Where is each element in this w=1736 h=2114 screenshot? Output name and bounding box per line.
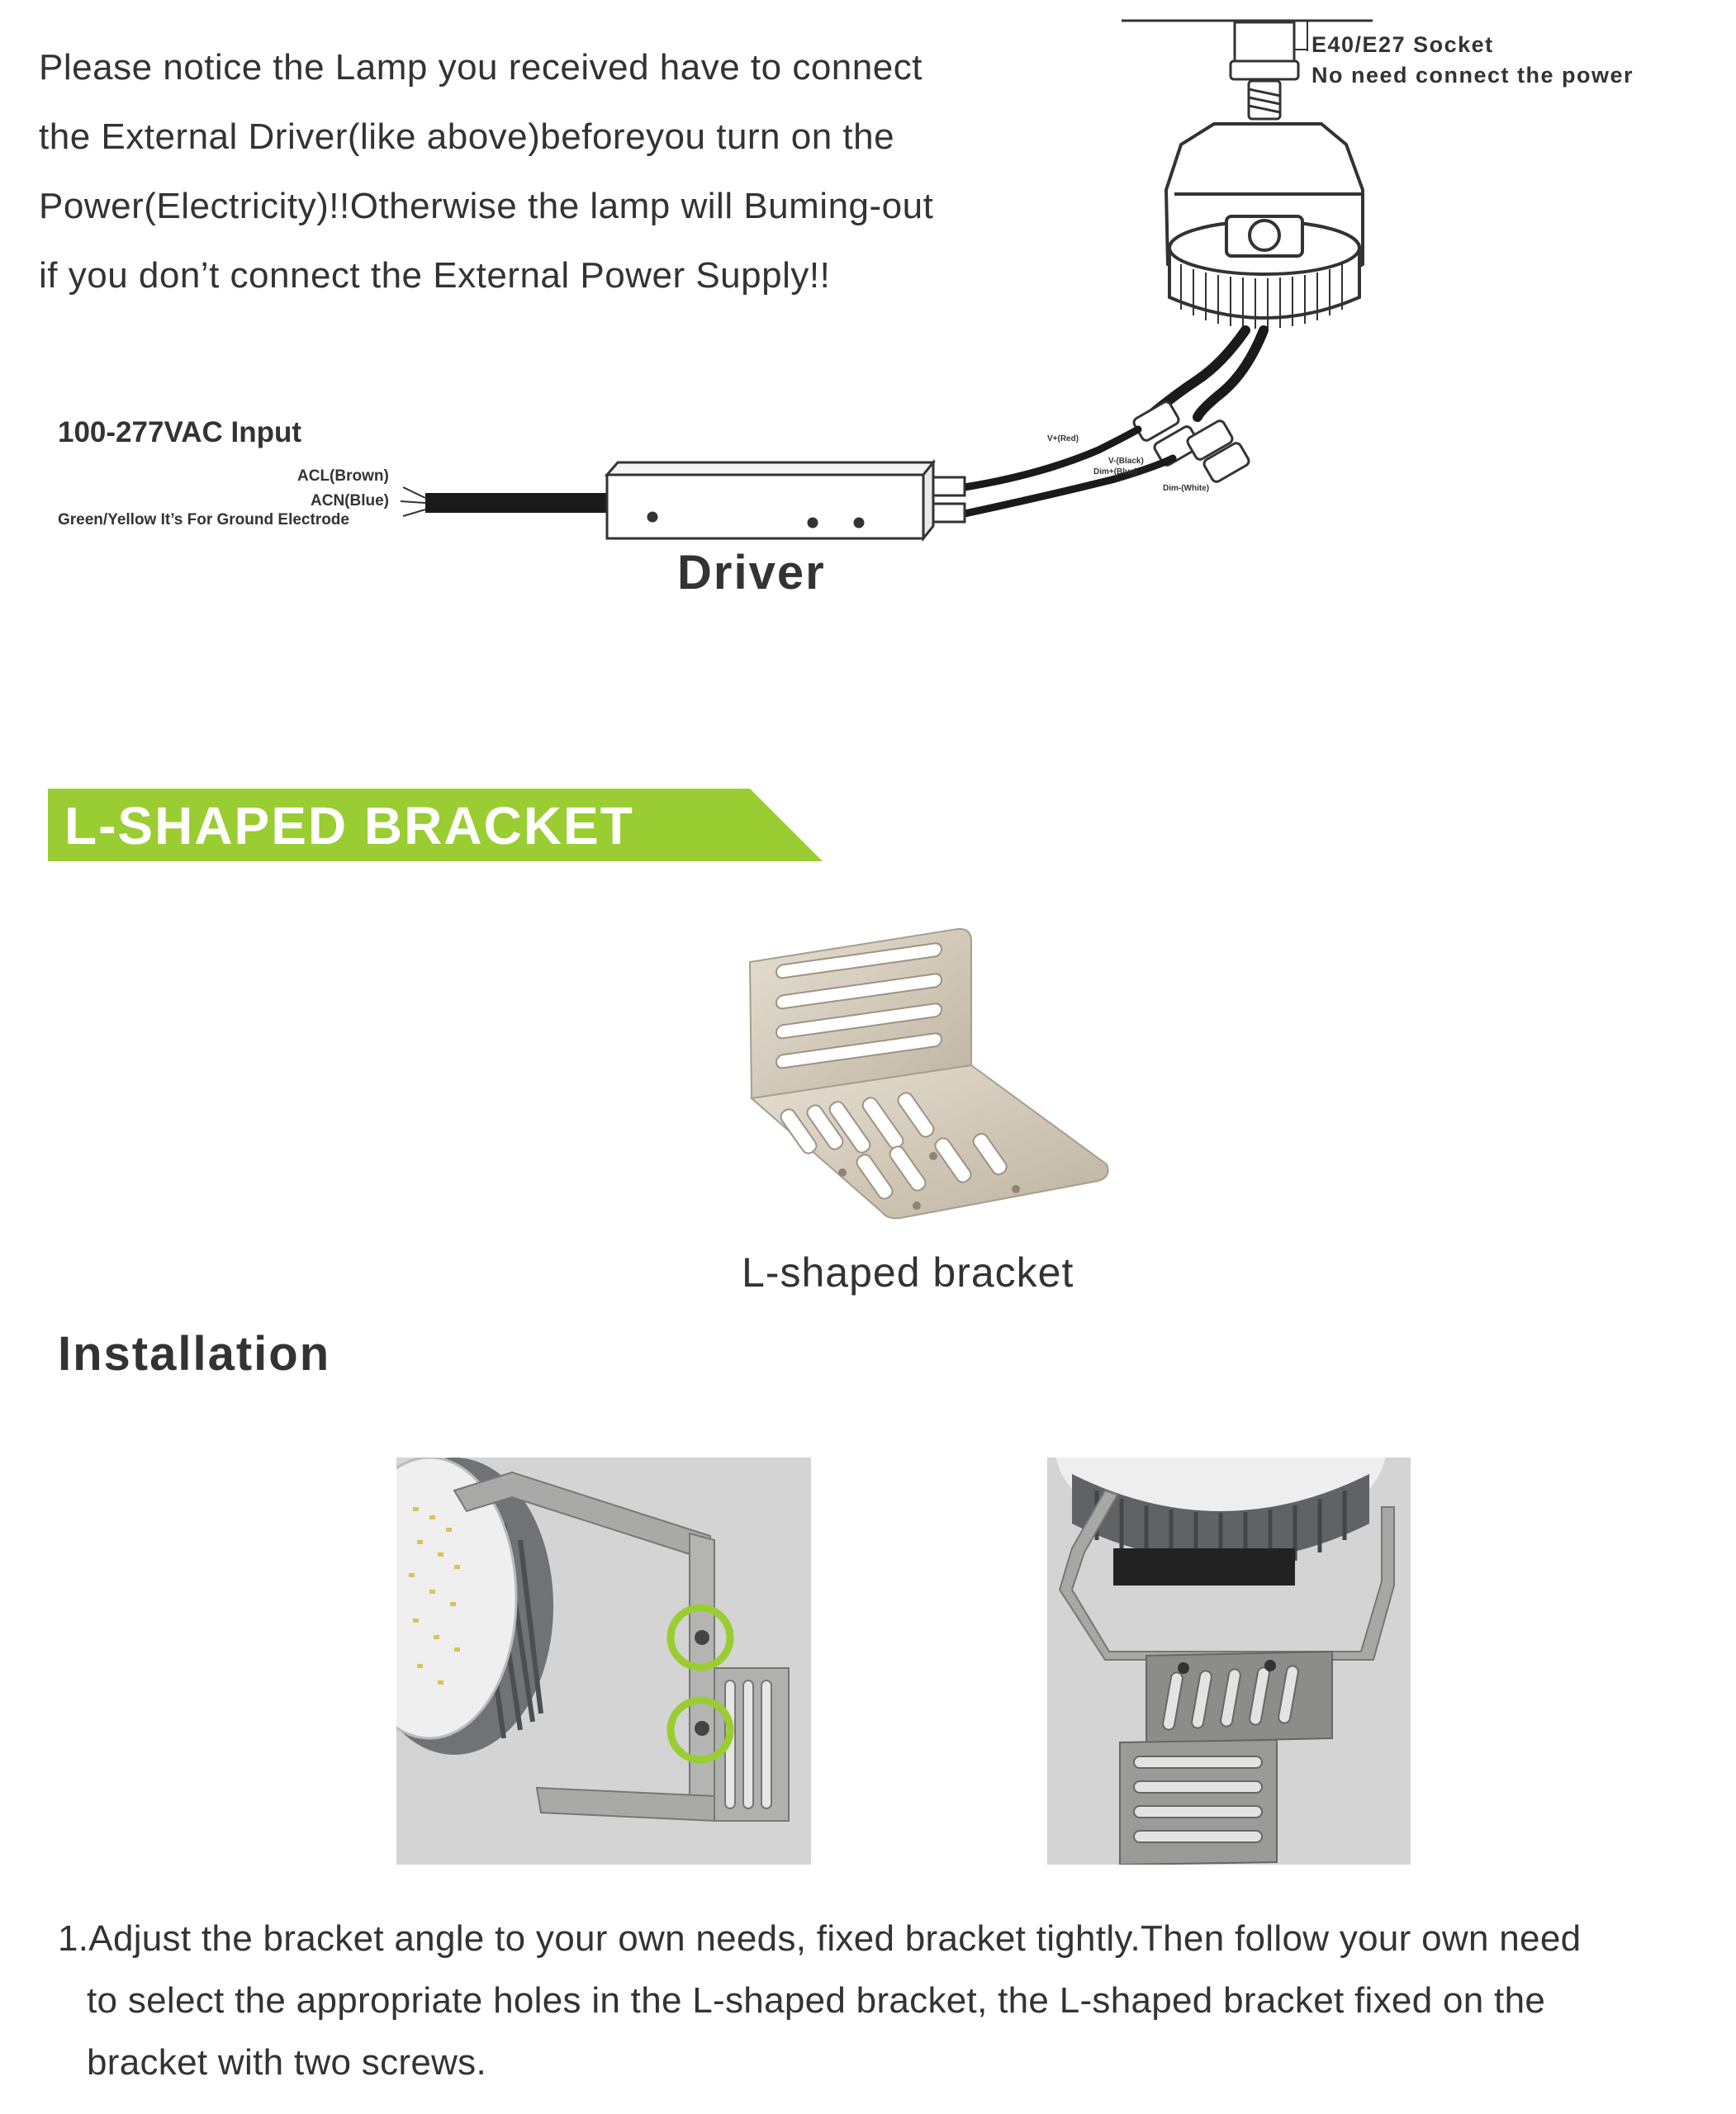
socket-icon [1231,21,1307,79]
driver-title: Driver [677,546,826,600]
dim-minus-label: Dim-(White) [1163,484,1210,493]
step-line-1: 1.Adjust the bracket angle to your own needs, fixed bracket tightly.Then follow your own need [58,1918,1582,1959]
acl-label: ACL(Brown) [297,467,389,485]
notice-line-4: if you don’t connect the External Power Supply!! [39,255,831,296]
input-cable-icon [401,487,609,516]
bracket-caption: L-shaped bracket [742,1249,1074,1296]
socket-note-line-2: No need connect the power [1311,63,1634,88]
step-line-3: bracket with two screws. [87,2042,487,2083]
section-banner-title: L-SHAPED BRACKET [64,796,634,856]
input-title: 100-277VAC Input [58,416,301,448]
l-bracket-image [743,925,1115,1230]
wiring-diagram [0,0,1736,628]
lamp-base-icon [1249,81,1280,119]
driver-box-icon [607,462,965,538]
notice-line-2: the External Driver(like above)beforeyou turn on the [39,116,895,157]
step-line-2: to select the appropriate holes in the L-shaped bracket, the L-shaped bracket fixed on the [87,1980,1546,2021]
installation-step-1 [58,1908,1726,2093]
ground-label: Green/Yellow It’s For Ground Electrode [58,511,349,528]
v-minus-label: V-(Black) [1108,457,1144,466]
acn-label: ACN(Blue) [311,492,389,510]
installation-photo-side [396,1458,811,1865]
installation-photo-front [1047,1458,1411,1865]
notice-line-1: Please notice the Lamp you received have to connect [39,47,923,88]
socket-note-line-1: E40/E27 Socket [1311,32,1494,57]
installation-heading: Installation [58,1327,331,1381]
dim-plus-label: Dim+(Blue) [1093,467,1138,476]
lamp-icon [1166,124,1363,329]
v-plus-label: V+(Red) [1047,434,1079,443]
notice-line-3: Power(Electricity)!!Otherwise the lamp will Buming-out [39,186,934,226]
